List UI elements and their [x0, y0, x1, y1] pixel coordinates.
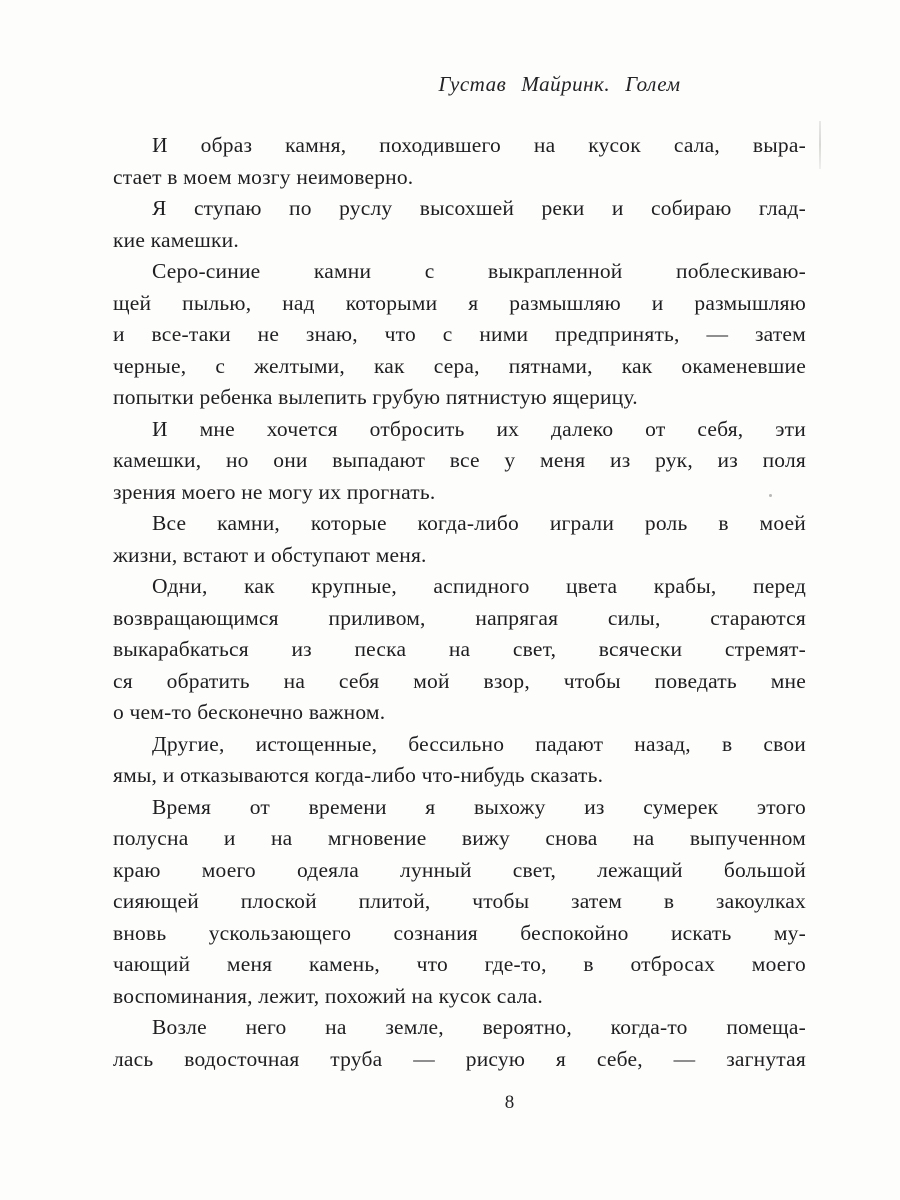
text-line: кие камешки. — [113, 227, 239, 252]
text-line: выкарабкаться из песка на свет, всячески стремят- — [113, 637, 806, 661]
text-line: Одни, как крупные, аспидного цвета крабы, перед — [152, 574, 806, 598]
page-number: 8 — [504, 1092, 515, 1113]
text-line: полусна и на мгновение вижу снова на выпученном — [113, 826, 806, 850]
text-line: и все-таки не знаю, что с ними предпринять, — затем — [113, 322, 806, 346]
text-line: возвращающимся приливом, напрягая силы, стараются — [113, 605, 806, 630]
text-line: Время от времени я выхожу из сумерек этого — [152, 794, 806, 819]
text-line: сияющей плоской плитой, чтобы затем в закоулках — [113, 889, 806, 913]
text-line: Я ступаю по руслу высохшей реки и собираю глад- — [152, 196, 806, 220]
text-line: Все камни, которые когда-либо играли роль в моей — [152, 511, 806, 535]
text-line: стает в моем мозгу неимоверно. — [113, 164, 414, 189]
scan-artifact-dot — [769, 494, 772, 497]
text-line: Другие, истощенные, бессильно падают назад, в свои — [152, 731, 806, 756]
text-line: вновь ускользающего сознания беспокойно искать му- — [113, 920, 806, 945]
scan-artifact-line — [819, 121, 821, 169]
text-line: И мне хочется отбросить их далеко от себя, эти — [152, 416, 806, 441]
text-line: о чем-то бесконечно важном. — [113, 700, 386, 724]
text-line: черные, с желтыми, как сера, пятнами, как окаменевшие — [113, 353, 806, 378]
running-header: Густав Майринк. Голем — [438, 72, 681, 96]
text-line: ямы, и отказываются когда-либо что-нибудь сказать. — [113, 763, 604, 787]
page-body — [113, 130, 806, 1075]
text-line: лась водосточная труба — рисую я себе, — загнутая — [113, 1046, 806, 1071]
text-line: воспоминания, лежит, похожий на кусок сала. — [113, 983, 543, 1008]
text-line: краю моего одеяла лунный свет, лежащий большой — [113, 857, 806, 882]
text-line: Серо-синие камни с выкрапленной поблескиваю- — [152, 259, 806, 283]
text-line: чающий меня камень, что где-то, в отбросах моего — [113, 952, 806, 976]
text-line: щей пылью, над которыми я размышляю и размышляю — [113, 290, 806, 315]
text-line: жизни, встают и обступают меня. — [113, 542, 427, 567]
text-line: попытки ребенка вылепить грубую пятнистую ящерицу. — [113, 385, 638, 409]
text-line: Возле него на земле, вероятно, когда-то помеща- — [152, 1015, 806, 1039]
text-line: зрения моего не могу их прогнать. — [113, 479, 436, 504]
text-line: И образ камня, походившего на кусок сала, выра- — [152, 133, 806, 157]
text-line: ся обратить на себя мой взор, чтобы поведать мне — [113, 668, 806, 693]
text-line: камешки, но они выпадают все у меня из рук, из поля — [113, 448, 806, 472]
